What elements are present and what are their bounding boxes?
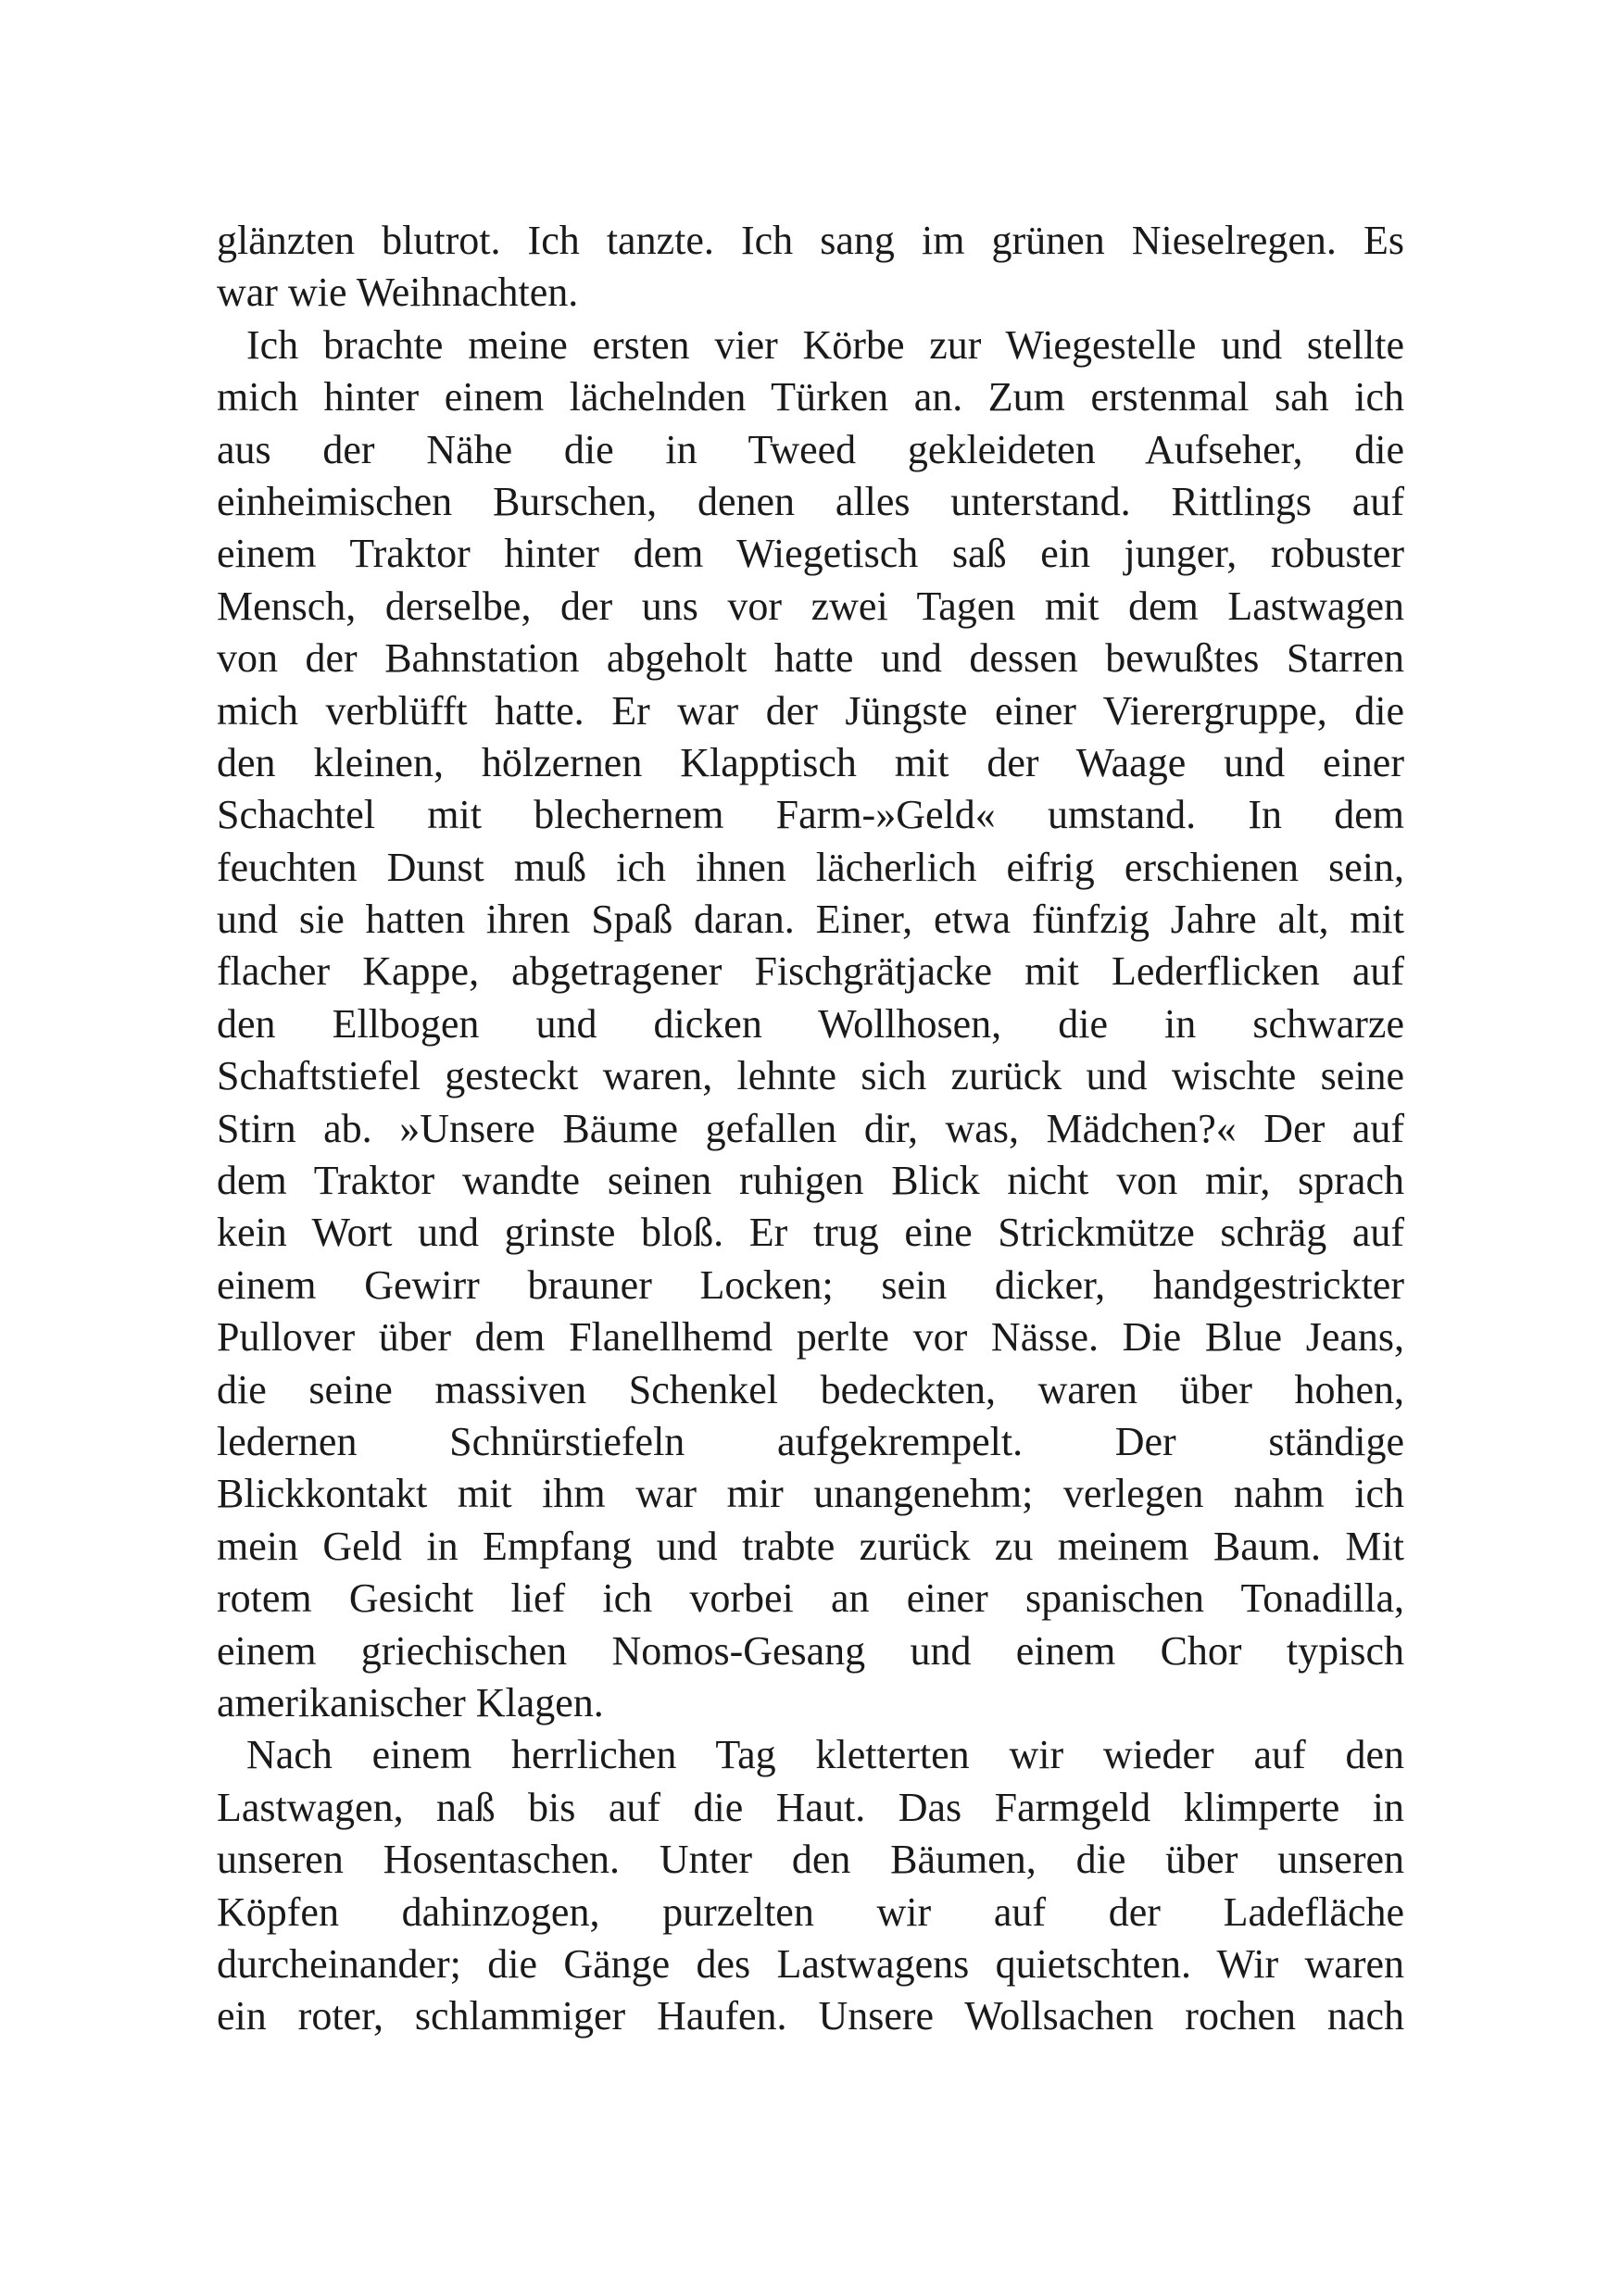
text-line: war wie Weihnachten. <box>217 270 579 316</box>
text-line: mich hinter einem lächelnden Türken an. Zum erstenmal sah ich <box>217 374 1404 420</box>
text-line: die seine massiven Schenkel bedeckten, waren über hohen, <box>217 1366 1404 1412</box>
text-line: den Ellbogen und dicken Wollhosen, die in schwarze <box>217 1000 1404 1047</box>
text-line: und sie hatten ihren Spaß daran. Einer, etwa fünfzig Jahre alt, mit <box>217 897 1404 943</box>
body-text <box>217 215 1404 2043</box>
text-line: Stirn ab. »Unsere Bäume gefallen dir, was, Mädchen?« Der auf <box>217 1105 1404 1151</box>
paragraph-start-line: Nach einem herrlichen Tag kletterten wir wieder auf den <box>246 1732 1404 1778</box>
text-line: mich verblüfft hatte. Er war der Jüngste einer Vierergruppe, die <box>217 687 1404 734</box>
paragraph-start-line: Ich brachte meine ersten vier Körbe zur Wiegestelle und stellte <box>246 321 1404 368</box>
text-line: Mensch, derselbe, der uns vor zwei Tagen mit dem Lastwagen <box>217 583 1404 629</box>
text-line: kein Wort und grinste bloß. Er trug eine Strickmütze schräg auf <box>217 1210 1404 1256</box>
text-line: dem Traktor wandte seinen ruhigen Blick nicht von mir, sprach <box>217 1158 1404 1204</box>
text-line: rotem Gesicht lief ich vorbei an einer spanischen Tonadilla, <box>217 1575 1404 1622</box>
text-line: Schaftstiefel gesteckt waren, lehnte sich zurück und wischte seine <box>217 1053 1404 1099</box>
text-line: durcheinander; die Gänge des Lastwagens quietschten. Wir waren <box>217 1940 1404 1987</box>
text-line: ledernen Schnürstiefeln aufgekrempelt. Der ständige <box>217 1418 1404 1464</box>
text-line: einem Traktor hinter dem Wiegetisch saß ein junger, robuster <box>217 531 1404 577</box>
text-line: aus der Nähe die in Tweed gekleideten Aufseher, die <box>217 426 1404 472</box>
text-line: einem Gewirr brauner Locken; sein dicker, handgestrickter <box>217 1261 1404 1308</box>
text-line: von der Bahnstation abgeholt hatte und dessen bewußtes Starren <box>217 635 1404 682</box>
text-line: unseren Hosentaschen. Unter den Bäumen, die über unseren <box>217 1837 1404 1883</box>
text-line: flacher Kappe, abgetragener Fischgrätjacke mit Lederflicken auf <box>217 948 1404 995</box>
text-line: glänzten blutrot. Ich tanzte. Ich sang im grünen Nieselregen. Es <box>217 218 1404 263</box>
text-line: amerikanischer Klagen. <box>217 1679 604 1725</box>
text-line: Schachtel mit blechernem Farm-»Geld« umstand. In dem <box>217 792 1404 838</box>
text-line: einheimischen Burschen, denen alles unterstand. Rittlings auf <box>217 478 1404 524</box>
text-line: Köpfen dahinzogen, purzelten wir auf der Ladefläche <box>217 1888 1404 1935</box>
text-line: mein Geld in Empfang und trabte zurück zu meinem Baum. Mit <box>217 1523 1404 1569</box>
text-line: Pullover über dem Flanellhemd perlte vor Nässe. Die Blue Jeans, <box>217 1314 1404 1361</box>
text-line: Blickkontakt mit ihm war mir unangenehm; verlegen nahm ich <box>217 1471 1404 1517</box>
text-line: den kleinen, hölzernen Klapptisch mit der Waage und einer <box>217 739 1404 785</box>
text-line: Lastwagen, naß bis auf die Haut. Das Farmgeld klimperte in <box>217 1784 1404 1830</box>
text-line: ein roter, schlammiger Haufen. Unsere Wollsachen rochen nach <box>217 1993 1404 2039</box>
text-line: feuchten Dunst muß ich ihnen lächerlich eifrig erschienen sein, <box>217 844 1404 890</box>
text-line: einem griechischen Nomos-Gesang und einem Chor typisch <box>217 1627 1404 1674</box>
